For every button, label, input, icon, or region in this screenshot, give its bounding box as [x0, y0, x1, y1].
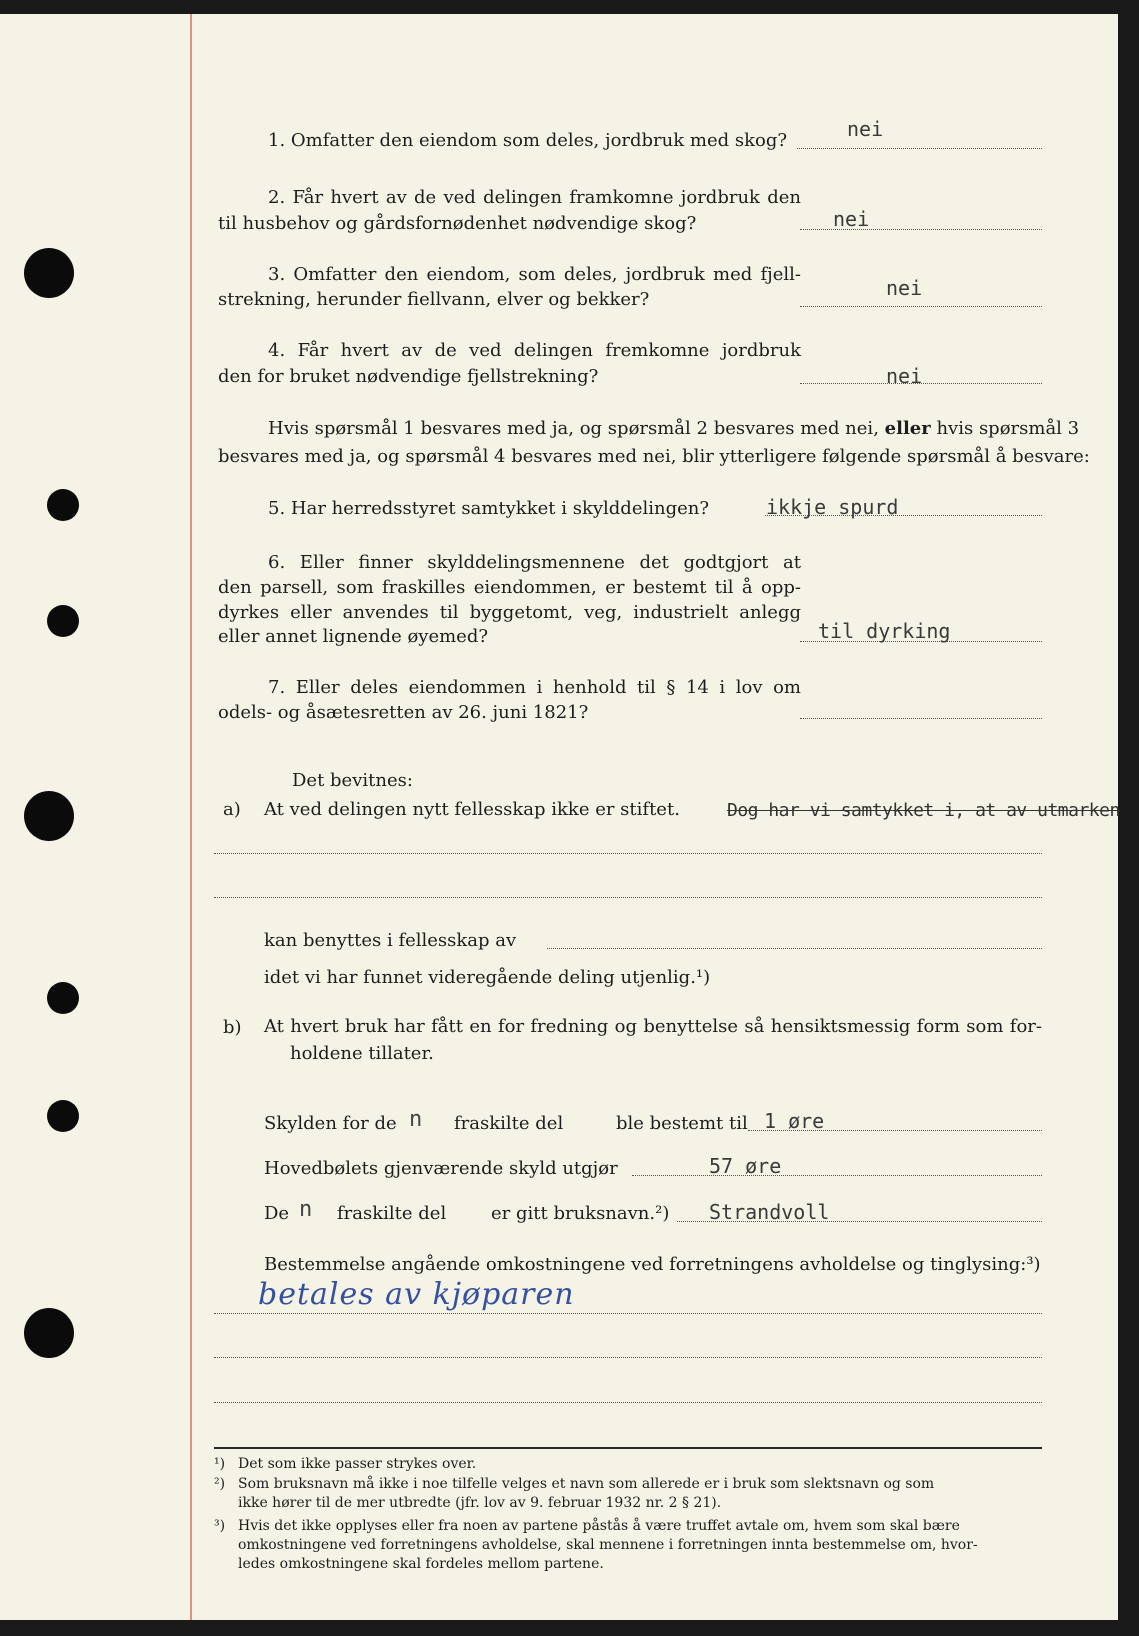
- value-line: [632, 1175, 1042, 1176]
- footnote-separator: [214, 1447, 1042, 1449]
- skyld-label: Skylden for de: [264, 1113, 397, 1134]
- footnote-mark: ²): [214, 1476, 226, 1492]
- margin-line: [190, 14, 192, 1620]
- footnote-1: [214, 1455, 477, 1474]
- name-label: De: [264, 1203, 290, 1224]
- attest-b-line-2: holdene tillater.: [290, 1043, 434, 1064]
- instruction-line-1: [268, 418, 1079, 440]
- attest-a-text: At ved delingen nytt fellesskap ikke er stiftet.: [264, 799, 680, 820]
- instruction-line-2: besvares med ja, og spørsmål 4 besvares med nei, blir ytterligere følgende spørsmål å besvare:: [218, 446, 1090, 467]
- name-label-3: er gitt bruksnavn.²): [491, 1203, 670, 1224]
- punch-hole: [24, 248, 74, 298]
- answer-1: nei: [847, 117, 884, 141]
- footnote-3: [214, 1517, 978, 1574]
- footnote-line: Hvis det ikke opplyses eller fra noen av partene påstås å være truffet avtale om, hvem som skal bære: [238, 1518, 960, 1534]
- answer-line: [800, 718, 1042, 719]
- attest-a-struck: Dog har vi samtykket i, at av utmarken: [727, 800, 1120, 821]
- instruction-part: hvis spørsmål 3: [936, 418, 1080, 439]
- question-7-line-1: 7. Eller deles eiendommen i henhold til § 14 i lov om: [268, 677, 801, 698]
- instruction-part: Hvis spørsmål 1 besvares med ja, og spørsmål 2 besvares med nei,: [268, 418, 879, 439]
- instruction-emphasis: eller: [884, 418, 931, 439]
- question-4-line-1: 4. Får hvert av de ved delingen fremkomne jordbruk: [268, 340, 801, 361]
- footnote-line: Det som ikke passer strykes over.: [238, 1456, 477, 1472]
- question-7-line-2: odels- og åsætesretten av 26. juni 1821?: [218, 702, 589, 723]
- skyld-n: n: [409, 1107, 423, 1132]
- punch-hole: [47, 489, 79, 521]
- skyld-label-2: fraskilte del: [454, 1113, 564, 1134]
- question-6-line-1: 6. Eller finner skylddelingsmennene det godtgjort at: [268, 552, 801, 573]
- question-6-line-3: dyrkes eller anvendes til byggetomt, veg, industrielt anlegg: [218, 602, 801, 623]
- attest-a-marker: a): [223, 799, 241, 820]
- form-page: [0, 14, 1118, 1620]
- punch-hole: [47, 605, 79, 637]
- answer-6: til dyrking: [818, 619, 951, 643]
- answer-4: nei: [886, 364, 923, 388]
- main-skyld-label: Hovedbølets gjenværende skyld utgjør: [264, 1158, 618, 1179]
- blank-line: [214, 897, 1042, 898]
- cost-value-handwritten: betales av kjøparen: [258, 1277, 575, 1312]
- attest-b-marker: b): [223, 1017, 242, 1038]
- cost-label: Bestemmelse angående omkostningene ved forretningens avholdelse og tinglysing:³): [264, 1254, 1041, 1275]
- answer-line: [797, 148, 1042, 149]
- skyld-value: 1 øre: [764, 1109, 825, 1133]
- main-skyld-value: 57 øre: [709, 1154, 782, 1178]
- question-1: 1. Omfatter den eiendom som deles, jordbruk med skog?: [268, 130, 787, 151]
- punch-hole: [47, 982, 79, 1014]
- answer-line: [800, 306, 1042, 307]
- attest-heading: Det bevitnes:: [292, 770, 413, 791]
- blank-line: [214, 1402, 1042, 1403]
- blank-line: [214, 853, 1042, 854]
- question-5: 5. Har herredsstyret samtykket i skylddelingen?: [268, 498, 709, 519]
- question-3-line-1: 3. Omfatter den eiendom, som deles, jordbruk med fjell-: [268, 264, 801, 285]
- footnote-mark: ¹): [214, 1456, 226, 1472]
- answer-5: ikkje spurd: [766, 495, 899, 519]
- punch-hole: [24, 1308, 74, 1358]
- blank-line: [547, 948, 1042, 949]
- skyld-label-3: ble bestemt til: [616, 1113, 748, 1134]
- attest-b-line-1: At hvert bruk har fått en for fredning og benyttelse så hensiktsmessig form som for-: [264, 1016, 1042, 1037]
- name-n: n: [299, 1197, 313, 1222]
- blank-line: [214, 1313, 1042, 1314]
- footnote-mark: ³): [214, 1518, 226, 1534]
- answer-2: nei: [833, 207, 870, 231]
- question-6-line-2: den parsell, som fraskilles eiendommen, er bestemt til å opp-: [218, 577, 801, 598]
- question-6-line-4: eller annet lignende øyemed?: [218, 626, 488, 647]
- blank-line: [214, 1357, 1042, 1358]
- farm-name-value: Strandvoll: [709, 1200, 830, 1224]
- shared-use-label: kan benyttes i fellesskap av: [264, 930, 517, 951]
- question-2-line-1: 2. Får hvert av de ved delingen framkomne jordbruk den: [268, 187, 801, 208]
- punch-hole: [24, 791, 74, 841]
- question-4-line-2: den for bruket nødvendige fjellstrekning?: [218, 366, 599, 387]
- punch-hole: [47, 1100, 79, 1132]
- footnote-line: ikke hører til de mer utbredte (jfr. lov av 9. februar 1932 nr. 2 § 21).: [238, 1495, 722, 1511]
- footnote-line: ledes omkostningene skal fordeles mellom partene.: [238, 1556, 604, 1572]
- name-label-2: fraskilte del: [337, 1203, 447, 1224]
- footnote-2: [214, 1475, 935, 1513]
- question-2-line-2: til husbehov og gårdsfornødenhet nødvendige skog?: [218, 213, 697, 234]
- answer-3: nei: [886, 276, 923, 300]
- footnote-line: omkostningene ved forretningens avholdelse, skal mennene i forretningen innta bestemmelse om, hvor-: [238, 1537, 978, 1553]
- attest-reason: idet vi har funnet videregående deling utjenlig.¹): [264, 967, 711, 988]
- question-3-line-2: strekning, herunder fiellvann, elver og bekker?: [218, 289, 650, 310]
- footnote-line: Som bruksnavn må ikke i noe tilfelle velges et navn som allerede er i bruk som slektsnavn og som: [238, 1476, 935, 1492]
